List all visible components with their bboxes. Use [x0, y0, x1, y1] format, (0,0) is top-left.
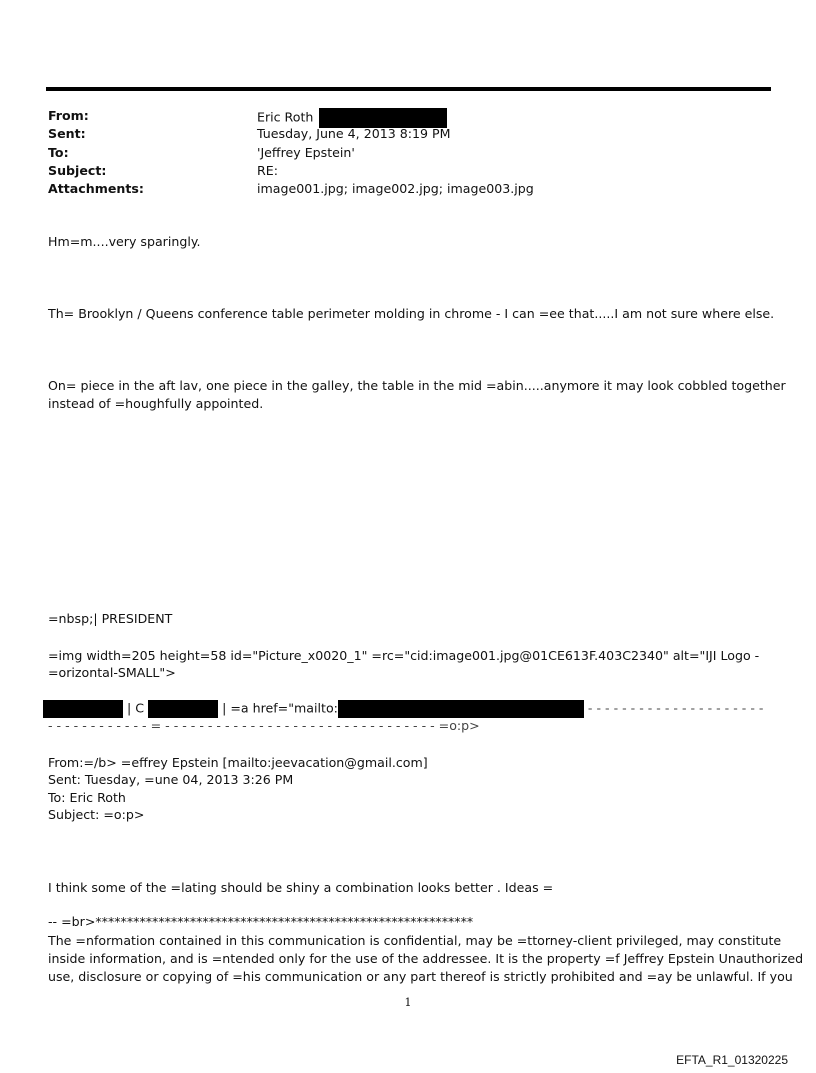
quoted-subject: Subject: =o:p> — [48, 807, 145, 822]
signature-title: =nbsp;| PRESIDENT — [48, 611, 173, 626]
header-rule — [46, 87, 771, 91]
image-markup-line-1: =img width=205 height=58 id="Picture_x0020_1" =rc="cid:image001.jpg@01CE613F.403C2340" alt="IJI Logo - — [48, 648, 760, 663]
redaction-box — [338, 700, 584, 718]
body-paragraph-1: Hm=m....very sparingly. — [48, 234, 201, 249]
disclaimer-line-2: inside information, and is =ntended only for the use of the addressee. It is the property =f Jeffrey Epstein Unauthorized — [48, 951, 804, 966]
attachments-label: Attachments: — [48, 181, 144, 196]
dash-line: - - - - - - - - - - - - - - - - - - - - - — [587, 700, 764, 716]
quoted-from: From:=/b> =effrey Epstein [mailto:jeevacation@gmail.com] — [48, 755, 428, 770]
quoted-sent: Sent: Tuesday, =une 04, 2013 3:26 PM — [48, 772, 294, 787]
mailto-markup: | =a href="mailto: — [222, 700, 338, 716]
redaction-box — [319, 108, 447, 128]
contact-line — [43, 700, 763, 718]
quoted-to: To: Eric Roth — [48, 790, 126, 805]
disclaimer-line-1: The =nformation contained in this communication is confidential, may be =ttorney-client privileged, may constitute — [48, 933, 782, 948]
sent-label: Sent: — [48, 126, 86, 141]
disclaimer-stars: -- =br>************************************************************ — [48, 914, 474, 929]
to-value: 'Jeffrey Epstein' — [257, 145, 355, 160]
sent-value: Tuesday, June 4, 2013 8:19 PM — [257, 126, 451, 141]
body-paragraph-2: Th= Brooklyn / Queens conference table perimeter molding in chrome - I can =ee that.....I am not sure where else. — [48, 306, 775, 321]
redaction-box — [43, 700, 123, 718]
redaction-box — [148, 700, 218, 718]
dash-segment: - - - - - - - - - - - - = — [48, 718, 162, 733]
contact-separator: | C — [127, 700, 145, 716]
subject-label: Subject: — [48, 163, 107, 178]
to-label: To: — [48, 145, 69, 160]
subject-value: RE: — [257, 163, 278, 178]
disclaimer-line-3: use, disclosure or copying of =his communication or any part thereof is strictly prohibited and =ay be unlawful. If you — [48, 969, 793, 984]
image-markup-line-2: =orizontal-SMALL"> — [48, 665, 176, 680]
from-label: From: — [48, 108, 89, 123]
dash-segment: - - - - - - - - - - - - - - - - - - - - - - - - - - - - - - - - =o:p> — [165, 718, 480, 733]
page-number: 1 — [404, 996, 412, 1009]
body-paragraph-3-line-1: On= piece in the aft lav, one piece in the galley, the table in the mid =abin.....anymore it may look cobbled together — [48, 378, 786, 393]
document-id: EFTA_R1_01320225 — [676, 1053, 788, 1067]
attachments-value: image001.jpg; image002.jpg; image003.jpg — [257, 181, 534, 196]
from-value — [257, 108, 447, 128]
dash-line-2 — [48, 718, 480, 734]
from-name: Eric Roth — [257, 109, 314, 125]
body-paragraph-3-line-2: instead of =houghfully appointed. — [48, 396, 264, 411]
quoted-message: I think some of the =lating should be shiny a combination looks better . Ideas = — [48, 880, 554, 895]
